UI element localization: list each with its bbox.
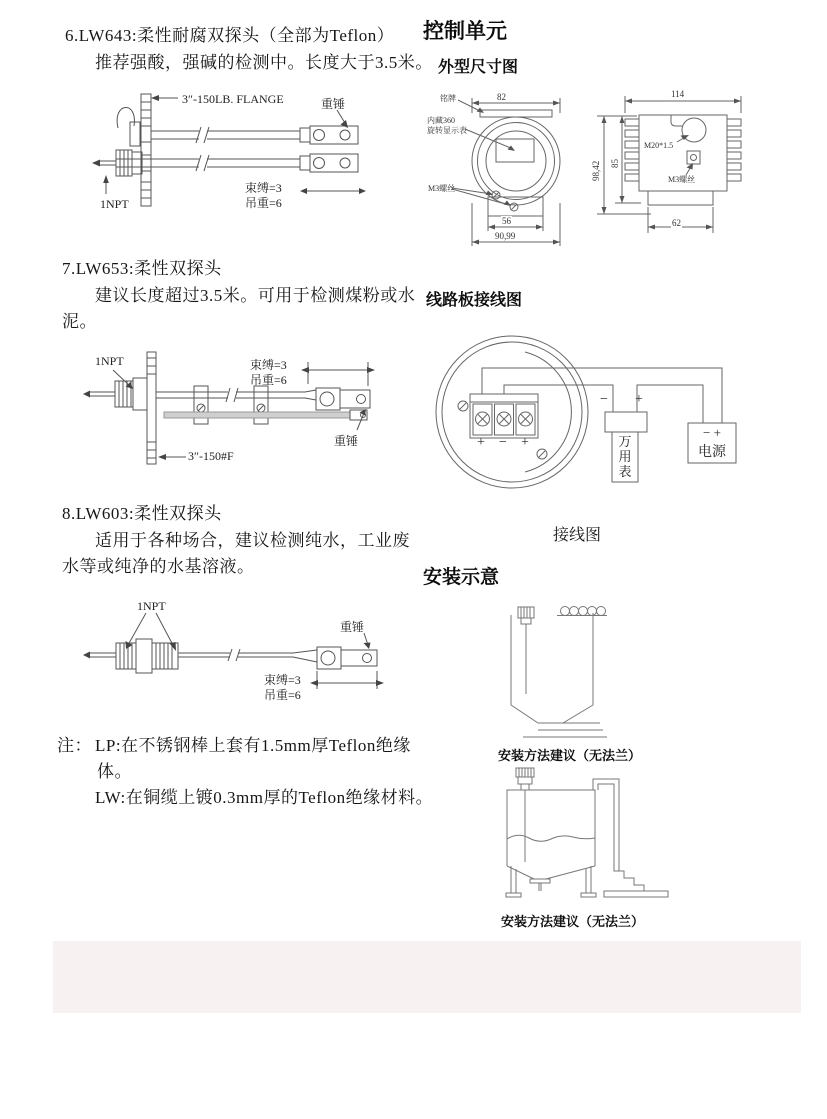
footer-band: [53, 941, 801, 1013]
lw653-drawing: [80, 348, 395, 472]
wiring-drawing: [430, 330, 750, 515]
d2-hanging-label: 吊重=6: [250, 373, 287, 387]
lw643-drawing: [88, 86, 400, 220]
dim-98-42: 98,42: [591, 160, 601, 181]
lw603-lineart: [80, 595, 400, 707]
dim-114: 114: [671, 89, 685, 99]
d3-hanging-label: 吊重=6: [264, 688, 301, 702]
terminal-sign-1: +: [477, 435, 485, 450]
item8-body1: 适用于各种场合，建议检测纯水，工业废: [95, 531, 410, 550]
install-caption-1: 安装方法建议（无法兰）: [498, 748, 642, 763]
lw603-drawing: [80, 595, 400, 707]
install-heading: 安装示意: [423, 567, 500, 588]
power-label: 电源: [698, 445, 726, 460]
d3-binding-label: 束缚=3: [264, 673, 301, 687]
meter-plus-sign: +: [635, 392, 643, 407]
d1-npt-label: 1NPT: [100, 197, 129, 211]
d3-npt-label: 1NPT: [137, 599, 166, 613]
install1-lineart: [488, 598, 673, 743]
front-screw-label: M3螺丝: [428, 184, 456, 193]
install-drawing-2: [450, 766, 680, 908]
d1-flange-label: 3″-150LB. FLANGE: [182, 92, 284, 106]
note-line3: LW:在铜缆上镀0.3mm厚的Teflon绝缘材料。: [95, 788, 434, 807]
note-line1: LP:在不锈钢棒上套有1.5mm厚Teflon绝缘: [95, 736, 411, 755]
gland-label: M20*1.5: [644, 141, 674, 150]
item8-body2: 水等或纯净的水基溶液。: [62, 557, 255, 576]
wiring-lineart: [430, 330, 750, 515]
install2-lineart: [450, 766, 680, 908]
d1-binding-label: 束缚=3: [245, 181, 282, 195]
dim-85: 85: [610, 159, 620, 168]
display-label-line2: 旋转显示表: [427, 126, 467, 135]
note-prefix: 注：: [57, 736, 92, 755]
multimeter-label: 万用表: [618, 434, 632, 479]
item6-title: 6.LW643:柔性耐腐双探头（全部为Teflon）: [65, 26, 395, 45]
lw653-lineart: [80, 348, 395, 472]
nameplate-label: 铭牌: [440, 94, 456, 103]
dim-62: 62: [672, 218, 681, 228]
d1-weight-label: 重锤: [321, 97, 346, 111]
d2-flange-label: 3″-150#F: [188, 449, 234, 463]
item7-title: 7.LW653:柔性双探头: [62, 259, 222, 278]
side-screw-label: M3螺丝: [668, 175, 696, 184]
power-signs: − +: [703, 425, 721, 440]
dimension-heading: 外型尺寸图: [438, 59, 519, 76]
d2-npt-label: 1NPT: [95, 354, 124, 368]
d1-hanging-label: 吊重=6: [245, 196, 282, 210]
dim-82: 82: [497, 92, 506, 102]
dim-90-99: 90,99: [495, 231, 516, 241]
meter-minus-sign: −: [600, 392, 608, 407]
note-line2: 体。: [97, 762, 132, 781]
wiring-heading: 线路板接线图: [426, 292, 523, 309]
item8-title: 8.LW603:柔性双探头: [62, 504, 222, 523]
item7-body1: 建议长度超过3.5米。可用于检测煤粉或水: [95, 286, 416, 305]
d2-binding-label: 束缚=3: [250, 358, 287, 372]
d2-weight-label: 重锤: [334, 434, 359, 448]
display-label-line1: 内藏360: [427, 116, 455, 125]
item7-body2: 泥。: [62, 312, 97, 331]
install-drawing-1: [488, 598, 673, 743]
item6-body: 推荐强酸，强碱的检测中。长度大于3.5米。: [95, 53, 433, 72]
terminal-sign-3: +: [521, 435, 529, 450]
wiring-caption: 接线图: [553, 527, 602, 544]
d3-weight-label: 重锤: [340, 620, 365, 634]
install-caption-2: 安装方法建议（无法兰）: [501, 914, 645, 929]
control-unit-title: 控制单元: [423, 20, 507, 43]
terminal-sign-2: −: [499, 435, 507, 450]
dim-56: 56: [502, 216, 511, 226]
dimension-drawing: [425, 85, 775, 250]
